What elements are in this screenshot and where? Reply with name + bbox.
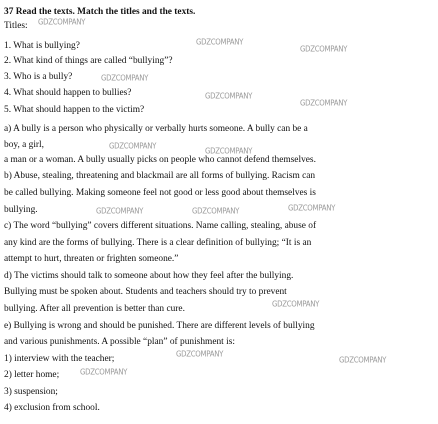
watermark: GDZCOMPANY	[300, 98, 348, 108]
watermark: GDZCOMPANY	[288, 203, 336, 213]
text-c-line: any kind are the forms of bullying. There is a clear definition of bullying; “It is an	[4, 238, 312, 248]
title-item: 4. What should happen to bullies?	[4, 88, 132, 98]
punishment-item: 3) suspension;	[4, 387, 58, 397]
text-d-line: bullying. After all prevention is better than cure.	[4, 304, 185, 314]
text-c-line: c) The word “bullying” covers different situations. Name calling, stealing, abuse of	[4, 221, 317, 231]
text-c-line: attempt to hurt, threaten or frighten someone.”	[4, 254, 179, 264]
text-e-line: e) Bullying is wrong and should be punished. There are different levels of bullying	[4, 321, 315, 331]
punishment-item: 4) exclusion from school.	[4, 403, 100, 413]
text-b-line: b) Abuse, stealing, threatening and blackmail are all forms of bullying. Racism can	[4, 171, 316, 181]
text-a-line: a man or a woman. A bully usually picks on people who cannot defend themselves.	[4, 155, 316, 165]
task-title: 37 Read the texts. Match the titles and the texts.	[4, 7, 196, 17]
punishment-item: 2) letter home;	[4, 370, 60, 380]
watermark: GDZCOMPANY	[96, 206, 144, 216]
text-d-line: Bullying must be spoken about. Students and teachers should try to prevent	[4, 287, 287, 297]
watermark: GDZCOMPANY	[38, 17, 86, 27]
text-a-line: boy, a girl,	[4, 140, 45, 150]
title-item: 3. Who is a bully?	[4, 72, 73, 82]
title-item: 1. What is bullying?	[4, 41, 80, 51]
punishment-item: 1) interview with the teacher;	[4, 354, 115, 364]
text-b-line: bullying.	[4, 205, 38, 215]
watermark: GDZCOMPANY	[176, 349, 224, 359]
text-a-line: a) A bully is a person who physically or verbally hurts someone. A bully can be a	[4, 124, 308, 134]
text-b-line: be called bullying. Making someone feel not good or less good about themselves is	[4, 188, 316, 198]
titles-heading: Titles:	[4, 21, 28, 31]
watermark: GDZCOMPANY	[205, 91, 253, 101]
watermark: GDZCOMPANY	[272, 299, 320, 309]
title-item: 5. What should happen to the victim?	[4, 105, 145, 115]
watermark: GDZCOMPANY	[205, 146, 253, 156]
watermark: GDZCOMPANY	[192, 206, 240, 216]
text-d-line: d) The victims should talk to someone about how they feel after the bullying.	[4, 271, 294, 281]
title-item: 2. What kind of things are called “bullying”?	[4, 56, 173, 66]
text-e-line: and various punishments. A possible “plan” of punishment is:	[4, 337, 235, 347]
watermark: GDZCOMPANY	[80, 367, 128, 377]
watermark: GDZCOMPANY	[101, 73, 149, 83]
watermark: GDZCOMPANY	[196, 37, 244, 47]
watermark: GDZCOMPANY	[339, 355, 387, 365]
watermark: GDZCOMPANY	[300, 44, 348, 54]
watermark: GDZCOMPANY	[109, 141, 157, 151]
